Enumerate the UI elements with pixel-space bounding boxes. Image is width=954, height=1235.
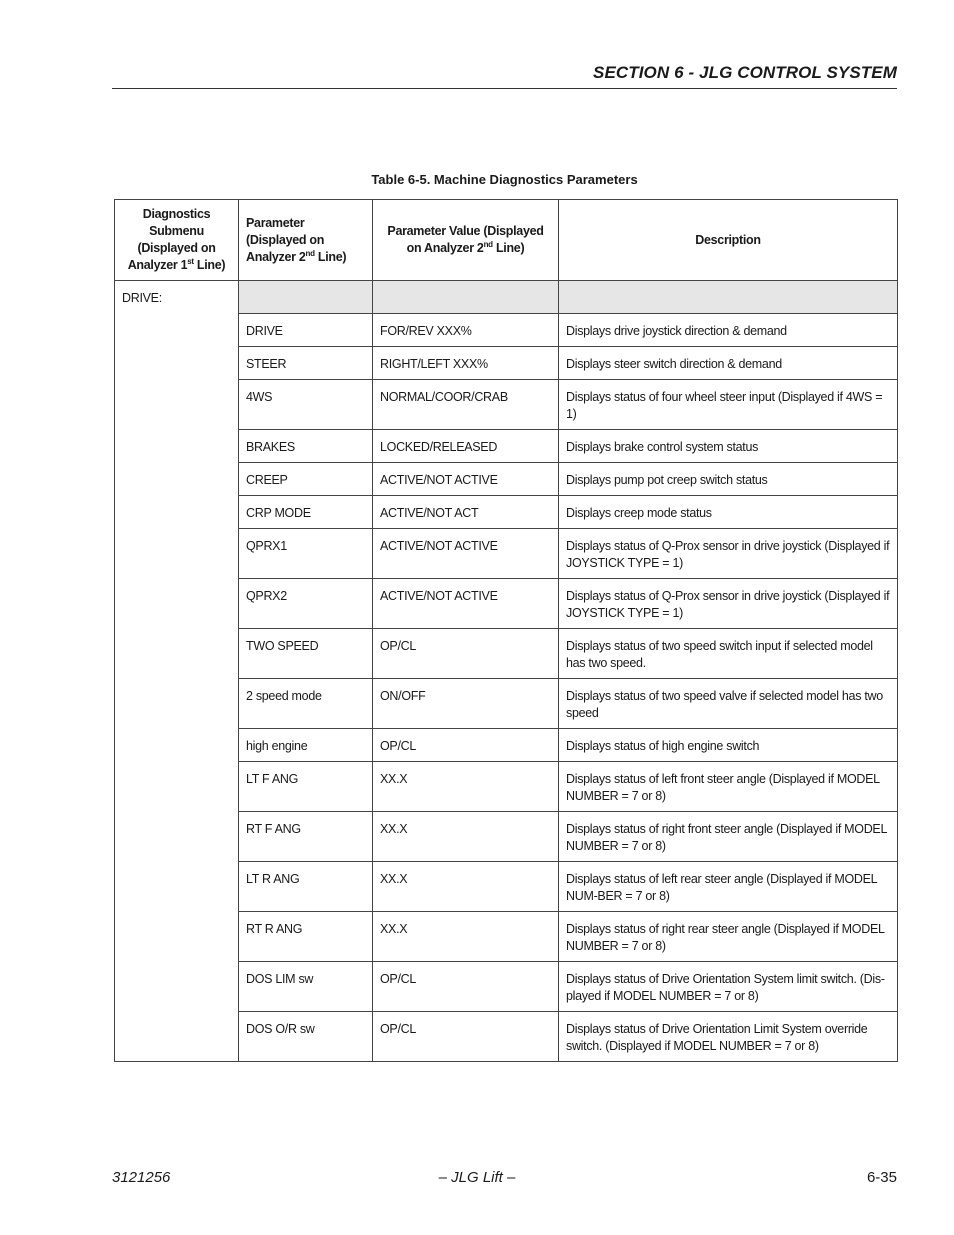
footer-page-number: 6-35 — [866, 1169, 897, 1186]
footer-brand: – JLG Lift – — [438, 1169, 516, 1186]
col-header-submenu: Diagnostics Submenu (Displayed on Analyzer 1st Line) — [115, 200, 239, 281]
cell-value: ACTIVE/NOT ACT — [373, 496, 559, 529]
table-header-row — [115, 200, 898, 281]
cell-param: RT R ANG — [239, 912, 373, 962]
cell-value: XX.X — [373, 762, 559, 812]
cell-value: FOR/REV XXX% — [373, 314, 559, 347]
cell-desc: Displays drive joystick direction & demand — [559, 314, 898, 347]
cell-param: QPRX1 — [239, 529, 373, 579]
cell-desc: Displays status of left rear steer angle (Displayed if MODEL NUM-BER = 7 or 8) — [559, 862, 898, 912]
cell-param: DOS LIM sw — [239, 962, 373, 1012]
cell-value: XX.X — [373, 912, 559, 962]
cell-param: DRIVE — [239, 314, 373, 347]
cell-desc: Displays pump pot creep switch status — [559, 463, 898, 496]
cell-param: CRP MODE — [239, 496, 373, 529]
cell-value: OP/CL — [373, 1012, 559, 1062]
shaded-cell — [559, 281, 898, 314]
cell-desc: Displays status of Drive Orientation System limit switch. (Dis-played if MODEL NUMBER = 7 or 8) — [559, 962, 898, 1012]
cell-desc: Displays status of Q-Prox sensor in drive joystick (Displayed if JOYSTICK TYPE = 1) — [559, 579, 898, 629]
cell-value: LOCKED/RELEASED — [373, 430, 559, 463]
cell-desc: Displays status of two speed valve if selected model has two speed — [559, 679, 898, 729]
cell-param: CREEP — [239, 463, 373, 496]
cell-value: OP/CL — [373, 629, 559, 679]
cell-param: high engine — [239, 729, 373, 762]
cell-value: OP/CL — [373, 729, 559, 762]
cell-desc: Displays status of two speed switch input if selected model has two speed. — [559, 629, 898, 679]
shaded-cell — [239, 281, 373, 314]
cell-value: RIGHT/LEFT XXX% — [373, 347, 559, 380]
cell-param: LT F ANG — [239, 762, 373, 812]
cell-desc: Displays status of Drive Orientation Limit System override switch. (Displayed if MODEL NUMBER = 7 or 8) — [559, 1012, 898, 1062]
shaded-cell — [373, 281, 559, 314]
cell-value: NORMAL/COOR/CRAB — [373, 380, 559, 430]
cell-value: XX.X — [373, 862, 559, 912]
cell-param: STEER — [239, 347, 373, 380]
cell-desc: Displays steer switch direction & demand — [559, 347, 898, 380]
cell-param: DOS O/R sw — [239, 1012, 373, 1062]
header-divider — [112, 88, 897, 89]
footer-doc-number: 3121256 — [112, 1169, 171, 1186]
cell-param: 2 speed mode — [239, 679, 373, 729]
col-header-parameter: Parameter (Displayed on Analyzer 2nd Line) — [239, 200, 373, 281]
cell-value: ACTIVE/NOT ACTIVE — [373, 529, 559, 579]
cell-value: OP/CL — [373, 962, 559, 1012]
cell-param: TWO SPEED — [239, 629, 373, 679]
cell-desc: Displays brake control system status — [559, 430, 898, 463]
cell-desc: Displays status of Q-Prox sensor in drive joystick (Displayed if JOYSTICK TYPE = 1) — [559, 529, 898, 579]
cell-desc: Displays status of left front steer angle (Displayed if MODEL NUMBER = 7 or 8) — [559, 762, 898, 812]
cell-desc: Displays creep mode status — [559, 496, 898, 529]
cell-value: ACTIVE/NOT ACTIVE — [373, 579, 559, 629]
table-caption: Table 6-5. Machine Diagnostics Parameters — [371, 172, 638, 187]
cell-desc: Displays status of right front steer angle (Displayed if MODEL NUMBER = 7 or 8) — [559, 812, 898, 862]
cell-param: LT R ANG — [239, 862, 373, 912]
cell-param: QPRX2 — [239, 579, 373, 629]
cell-param: RT F ANG — [239, 812, 373, 862]
cell-param: 4WS — [239, 380, 373, 430]
cell-value: XX.X — [373, 812, 559, 862]
cell-desc: Displays status of high engine switch — [559, 729, 898, 762]
cell-value: ACTIVE/NOT ACTIVE — [373, 463, 559, 496]
diagnostics-table — [114, 199, 898, 1062]
cell-param: BRAKES — [239, 430, 373, 463]
cell-value: ON/OFF — [373, 679, 559, 729]
cell-desc: Displays status of right rear steer angle (Displayed if MODEL NUMBER = 7 or 8) — [559, 912, 898, 962]
group-row — [115, 281, 898, 314]
submenu-cell: DRIVE: — [115, 281, 239, 1062]
col-header-description: Description — [559, 200, 898, 281]
section-title: SECTION 6 - JLG CONTROL SYSTEM — [593, 63, 897, 82]
cell-desc: Displays status of four wheel steer input (Displayed if 4WS = 1) — [559, 380, 898, 430]
col-header-value: Parameter Value (Displayed on Analyzer 2nd Line) — [373, 200, 559, 281]
